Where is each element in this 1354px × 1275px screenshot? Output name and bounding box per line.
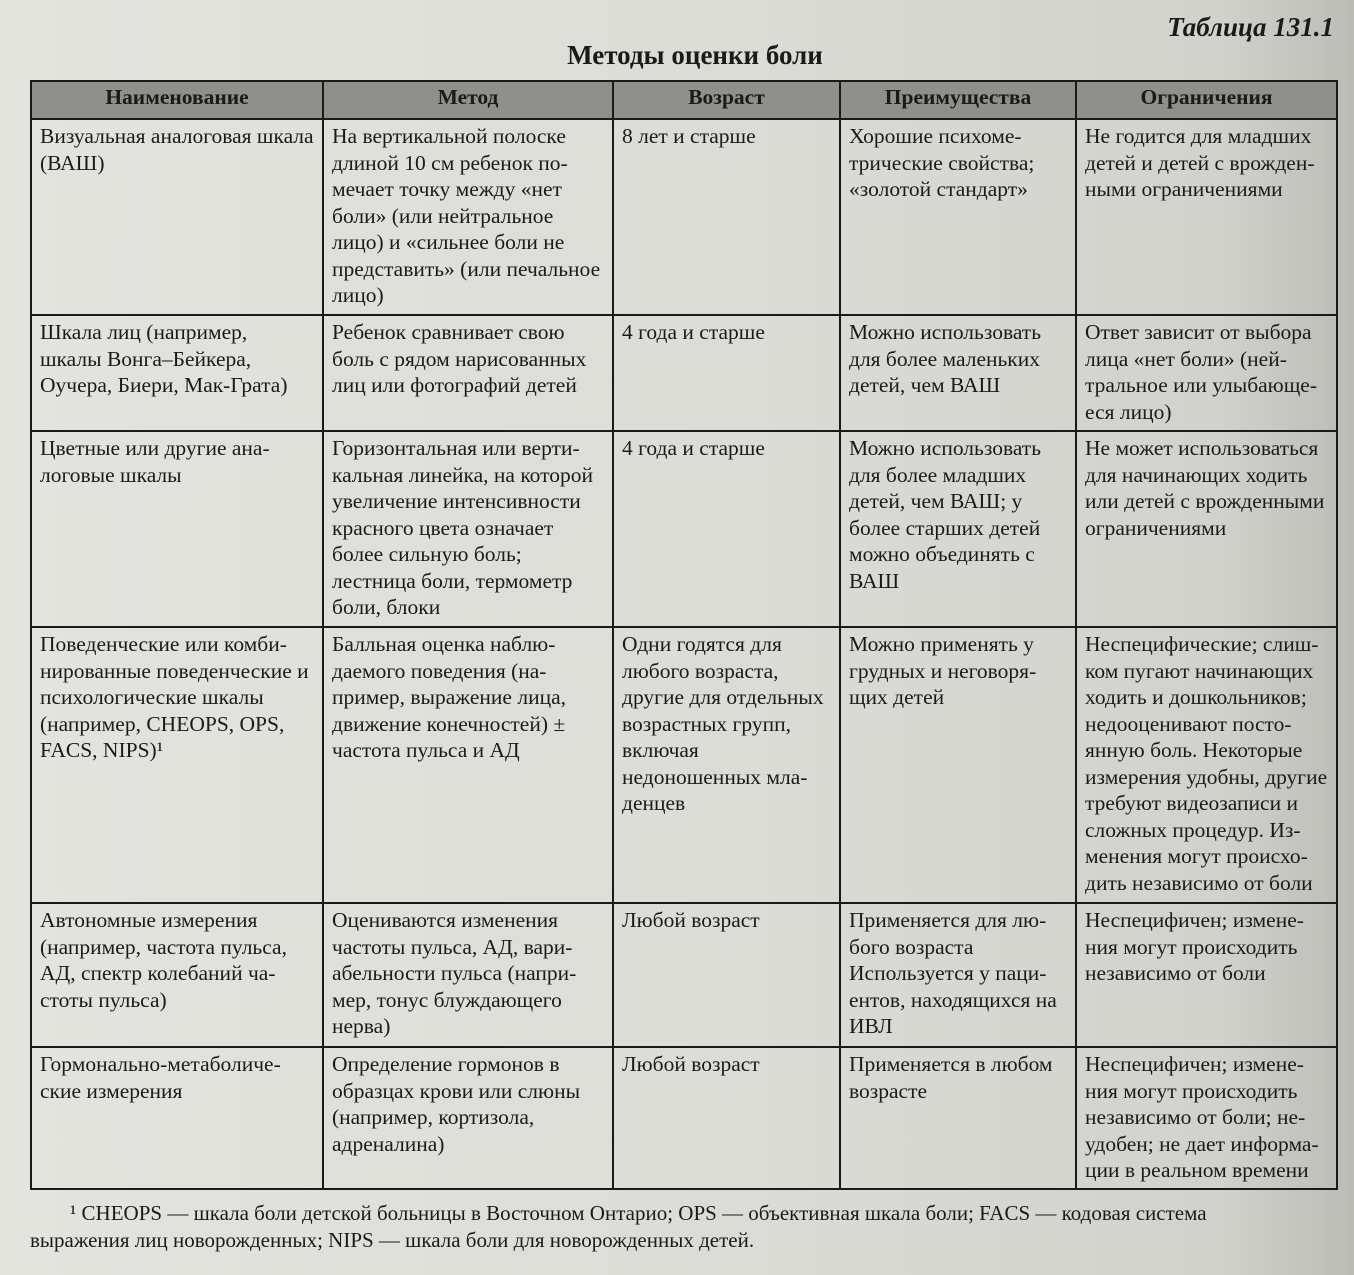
table-header-row xyxy=(31,81,1337,119)
table-row xyxy=(31,431,1337,627)
column-header-method: Метод xyxy=(323,81,613,119)
cell-method: Горизонтальная или вертикальная линейка, на которой увеличение интенсивности красного цвета означает более сильную боль; лестница боли, термометр боли, блоки xyxy=(323,431,613,627)
cell-age: 4 года и старше xyxy=(613,431,840,627)
cell-limitations: Неспецифичен; изменения могут происходить независимо от боли xyxy=(1076,903,1337,1047)
table-number: Таблица 131.1 xyxy=(1167,12,1334,42)
cell-method: Определение гормонов в образцах крови или слюны (например, кортизола, адреналина) xyxy=(323,1047,613,1189)
cell-name: Поведенческие или комбинированные поведенческие и психологические шкалы (например, CHEOPS, OPS, FACS, NIPS)¹ xyxy=(31,627,323,903)
pain-assessment-table xyxy=(30,80,1338,1190)
table-footnote xyxy=(30,1200,1340,1254)
cell-name: Гормонально-метаболические измерения xyxy=(31,1047,323,1189)
cell-method: Оцениваются изменения частоты пульса, АД, вариабельности пульса (например, тонус блуждающего нерва) xyxy=(323,903,613,1047)
column-header-age: Возраст xyxy=(613,81,840,119)
cell-advantages: Хорошие психометрические свойства; «золотой стандарт» xyxy=(840,119,1076,315)
table-row xyxy=(31,315,1337,431)
cell-name: Цветные или другие аналоговые шкалы xyxy=(31,431,323,627)
footnote-line-1: ¹ CHEOPS — шкала боли детской больницы в Восточном Онтарио; OPS — объективная шкала боли; FACS — кодовая система xyxy=(70,1201,1207,1225)
table-row xyxy=(31,119,1337,315)
cell-name: Визуальная аналоговая шкала (ВАШ) xyxy=(31,119,323,315)
cell-advantages: Применяется для любого возраста Используется у пациентов, находящихся на ИВЛ xyxy=(840,903,1076,1047)
cell-advantages: Можно использовать для более маленьких детей, чем ВАШ xyxy=(840,315,1076,431)
cell-limitations: Не годится для младших детей и детей с врожденными ограничениями xyxy=(1076,119,1337,315)
table-row xyxy=(31,903,1337,1047)
cell-age: Любой возраст xyxy=(613,1047,840,1189)
cell-method: На вертикальной полоске длиной 10 см ребенок помечает точку между «нет боли» (или нейтральное лицо) и «сильнее боли не представить» (или печальное лицо) xyxy=(323,119,613,315)
cell-age: Любой возраст xyxy=(613,903,840,1047)
cell-method: Балльная оценка наблюдаемого поведения (например, выражение лица, движение конечностей) ± частота пульса и АД xyxy=(323,627,613,903)
table-row xyxy=(31,627,1337,903)
cell-limitations: Неспецифичен; изменения могут происходить независимо от боли; неудобен; не дает информации в реальном времени xyxy=(1076,1047,1337,1189)
cell-age: 8 лет и старше xyxy=(613,119,840,315)
table-title: Методы оценки боли xyxy=(567,40,823,70)
cell-age: 4 года и старше xyxy=(613,315,840,431)
cell-limitations: Ответ зависит от выбора лица «нет боли» (нейтральное или улыбающееся лицо) xyxy=(1076,315,1337,431)
cell-age: Одни годятся для любого возраста, другие для отдельных возрастных групп, включая недоношенных младенцев xyxy=(613,627,840,903)
table-row xyxy=(31,1047,1337,1189)
column-header-limitations: Ограничения xyxy=(1076,81,1337,119)
cell-advantages: Можно использовать для более младших детей, чем ВАШ; у более старших детей можно объединять с ВАШ xyxy=(840,431,1076,627)
column-header-advantages: Преимущества xyxy=(840,81,1076,119)
footnote-line-2: выражения лиц новорожденных; NIPS — шкала боли для новорожденных детей. xyxy=(30,1228,755,1252)
cell-method: Ребенок сравнивает свою боль с рядом нарисованных лиц или фотографий детей xyxy=(323,315,613,431)
cell-name: Автономные измерения (например, частота пульса, АД, спектр колебаний частоты пульса) xyxy=(31,903,323,1047)
column-header-name: Наименование xyxy=(31,81,323,119)
cell-limitations: Не может использоваться для начинающих ходить или детей с врожденными ограничениями xyxy=(1076,431,1337,627)
cell-name: Шкала лиц (например, шкалы Вонга–Бейкера, Оучера, Биери, Мак-Грата) xyxy=(31,315,323,431)
cell-advantages: Применяется в любом возрасте xyxy=(840,1047,1076,1189)
cell-limitations: Неспецифические; слишком пугают начинающих ходить и дошкольников; недооценивают постоянную боль. Некоторые измерения удобны, другие требуют видеозаписи и сложных процедур. Изменения могут происходить независимо от боли xyxy=(1076,627,1337,903)
cell-advantages: Можно применять у грудных и неговорящих детей xyxy=(840,627,1076,903)
